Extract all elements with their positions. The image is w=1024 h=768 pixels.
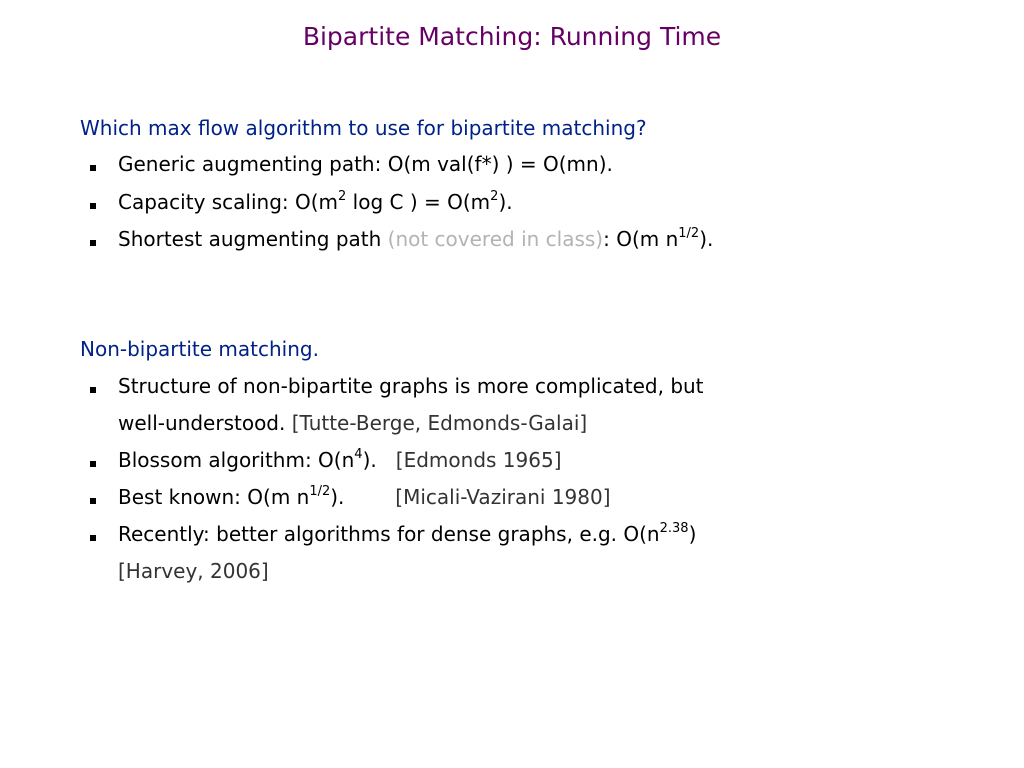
section-heading-non-bipartite: Non-bipartite matching. (80, 337, 319, 361)
item-text: Shortest augmenting path (118, 227, 388, 251)
citation: [Tutte-Berge, Edmonds-Galai] (291, 411, 588, 435)
item-text: Structure of non-bipartite graphs is more complicated, but (118, 374, 704, 398)
bullet-item-recently-continuation (118, 553, 269, 590)
bullet-item-capacity-scaling (90, 184, 513, 221)
item-text: Best known: O(m n (118, 485, 310, 509)
item-text: Generic augmenting path: O(m val(f*) ) = O(mn). (118, 152, 613, 176)
superscript: 1/2 (309, 484, 331, 499)
not-covered-note: (not covered in class) (387, 227, 604, 251)
superscript: 1/2 (678, 226, 700, 241)
bullet-item-best-known (90, 479, 611, 516)
superscript: 2 (490, 189, 499, 204)
square-bullet-icon (90, 165, 96, 171)
item-text: Recently: better algorithms for dense graphs, e.g. O(n (118, 522, 660, 546)
item-text: : O(m n (603, 227, 679, 251)
bullet-item-generic (90, 146, 613, 183)
square-bullet-icon (90, 387, 96, 393)
section-heading-max-flow: Which max flow algorithm to use for bipartite matching? (80, 116, 647, 140)
item-text: log C ) = O(m (346, 190, 491, 214)
citation: [Harvey, 2006] (118, 559, 269, 583)
superscript: 4 (354, 447, 363, 462)
item-text: ). (330, 485, 396, 509)
square-bullet-icon (90, 203, 96, 209)
item-text: ). (699, 227, 714, 251)
bullet-item-blossom (90, 442, 562, 479)
bullet-item-recently (90, 516, 696, 553)
square-bullet-icon (90, 461, 96, 467)
item-text: ) (688, 522, 697, 546)
item-text: Capacity scaling: O(m (118, 190, 339, 214)
square-bullet-icon (90, 240, 96, 246)
bullet-item-structure (90, 368, 704, 405)
item-text: well-understood. (118, 411, 292, 435)
bullet-item-structure-continuation (118, 405, 587, 442)
item-text: Blossom algorithm: O(n (118, 448, 355, 472)
superscript: 2.38 (659, 521, 689, 536)
citation: [Edmonds 1965] (395, 448, 562, 472)
citation: [Micali-Vazirani 1980] (395, 485, 611, 509)
slide-title: Bipartite Matching: Running Time (302, 22, 722, 51)
item-text: ). (498, 190, 513, 214)
item-text: ). (362, 448, 396, 472)
square-bullet-icon (90, 535, 96, 541)
superscript: 2 (338, 189, 347, 204)
square-bullet-icon (90, 498, 96, 504)
bullet-item-shortest-path (90, 221, 713, 258)
